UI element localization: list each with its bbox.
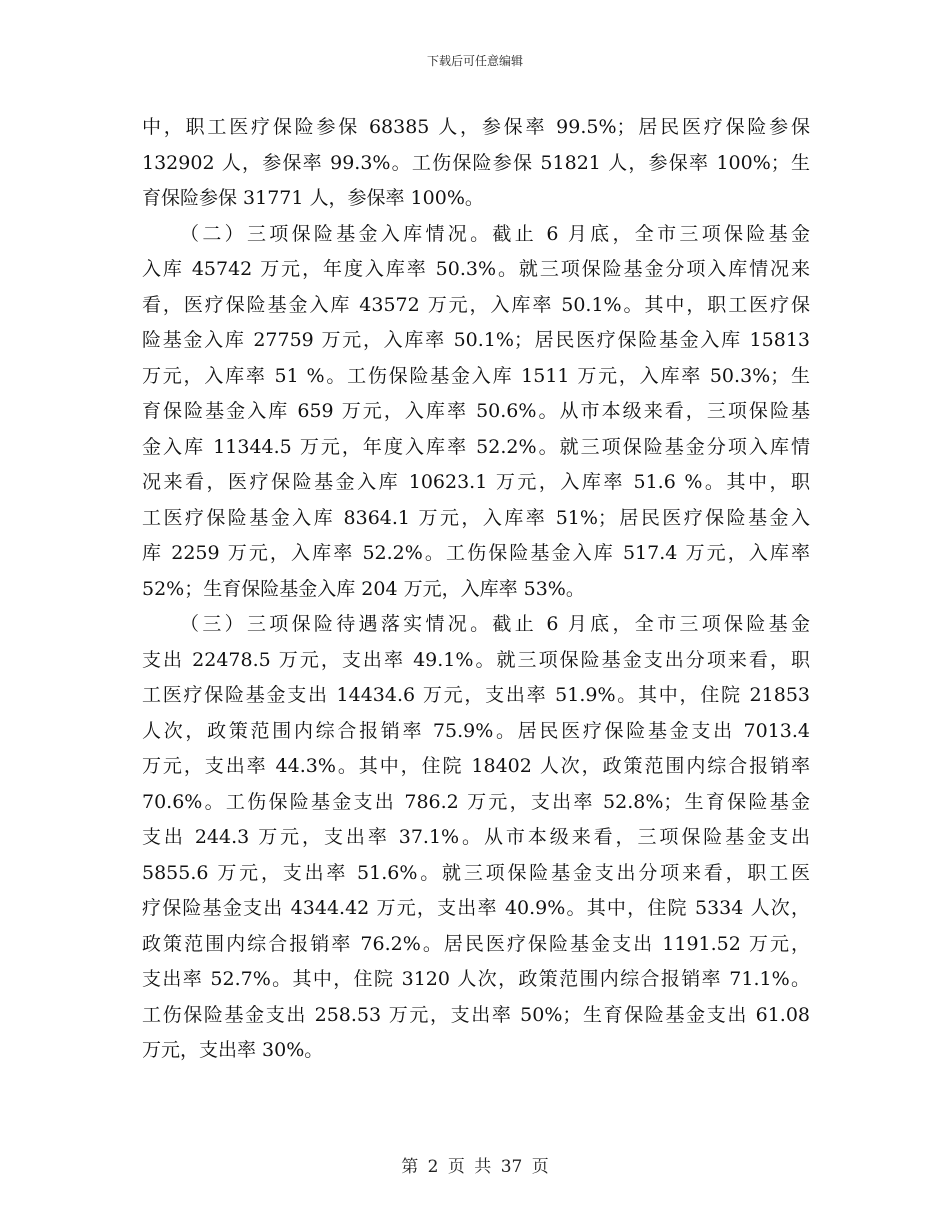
- body-line: 入库 45742 万元，年度入库率 50.3%。就三项保险基金分项入库情况来: [142, 258, 810, 280]
- body-line: 5855.6 万元，支出率 51.6%。就三项保险基金支出分项来看，职工医: [142, 861, 810, 884]
- body-line: 险基金入库 27759 万元，入库率 50.1%；居民医疗保险基金入库 15813: [142, 329, 810, 351]
- body-line: 工医疗保险基金入库 8364.1 万元，入库率 51%；居民医疗保险基金入: [142, 506, 810, 529]
- body-line: 库 2259 万元，入库率 52.2%。工伤保险基金入库 517.4 万元，入库率: [142, 542, 810, 564]
- page-header-note: 下载后可任意编辑: [426, 54, 523, 68]
- body-line: 支出率 52.7%。其中，住院 3120 人次，政策范围内综合报销率 71.1%。: [142, 968, 810, 990]
- section-heading-line: （二）三项保险基金入库情况。截止 6 月底，全市三项保险基金: [180, 222, 810, 245]
- body-line: 万元，入库率 51 %。工伤保险基金入库 1511 万元，入库率 50.3%；生: [142, 364, 810, 387]
- body-line: 支出 22478.5 万元，支出率 49.1%。就三项保险基金支出分项来看，职: [142, 648, 810, 671]
- body-line: 育保险基金入库 659 万元，入库率 50.6%。从市本级来看，三项保险基: [142, 400, 810, 422]
- page-number: 第 2 页 共 37 页: [401, 1157, 549, 1177]
- body-line: 疗保险基金支出 4344.42 万元，支出率 40.9%。其中，住院 5334 人次，: [142, 897, 810, 919]
- section-heading-line: （三）三项保险待遇落实情况。截止 6 月底，全市三项保险基金: [180, 613, 810, 635]
- body-line: 看，医疗保险基金入库 43572 万元，入库率 50.1%。其中，职工医疗保: [142, 293, 810, 316]
- body-line: 70.6%。工伤保险基金支出 786.2 万元，支出率 52.8%；生育保险基金: [142, 790, 810, 813]
- body-line: 工医疗保险基金支出 14434.6 万元，支出率 51.9%。其中，住院 21853: [142, 684, 810, 706]
- body-line: 况来看，医疗保险基金入库 10623.1 万元，入库率 51.6 %。其中，职: [142, 471, 810, 493]
- body-line: 132902 人，参保率 99.3%。工伤保险参保 51821 人，参保率 100%；生: [142, 151, 810, 174]
- body-line: 万元，支出率 44.3%。其中，住院 18402 人次，政策范围内综合报销率: [142, 755, 810, 777]
- document-body: [142, 110, 810, 1069]
- body-line: 支出 244.3 万元，支出率 37.1%。从市本级来看，三项保险基金支出: [142, 826, 810, 848]
- body-line: 人次，政策范围内综合报销率 75.9%。居民医疗保险基金支出 7013.4: [142, 719, 810, 742]
- body-line: 金入库 11344.5 万元，年度入库率 52.2%。就三项保险基金分项入库情: [142, 435, 810, 458]
- body-line: 52%；生育保险基金入库 204 万元，入库率 53%。: [142, 577, 585, 600]
- body-line: 政策范围内综合报销率 76.2%。居民医疗保险基金支出 1191.52 万元，: [142, 932, 810, 955]
- body-line: 中，职工医疗保险参保 68385 人，参保率 99.5%；居民医疗保险参保: [142, 116, 810, 138]
- body-line: 工伤保险基金支出 258.53 万元，支出率 50%；生育保险基金支出 61.08: [142, 1003, 810, 1026]
- body-line: 万元，支出率 30%。: [142, 1039, 324, 1061]
- body-line: 育保险参保 31771 人，参保率 100%。: [142, 187, 484, 209]
